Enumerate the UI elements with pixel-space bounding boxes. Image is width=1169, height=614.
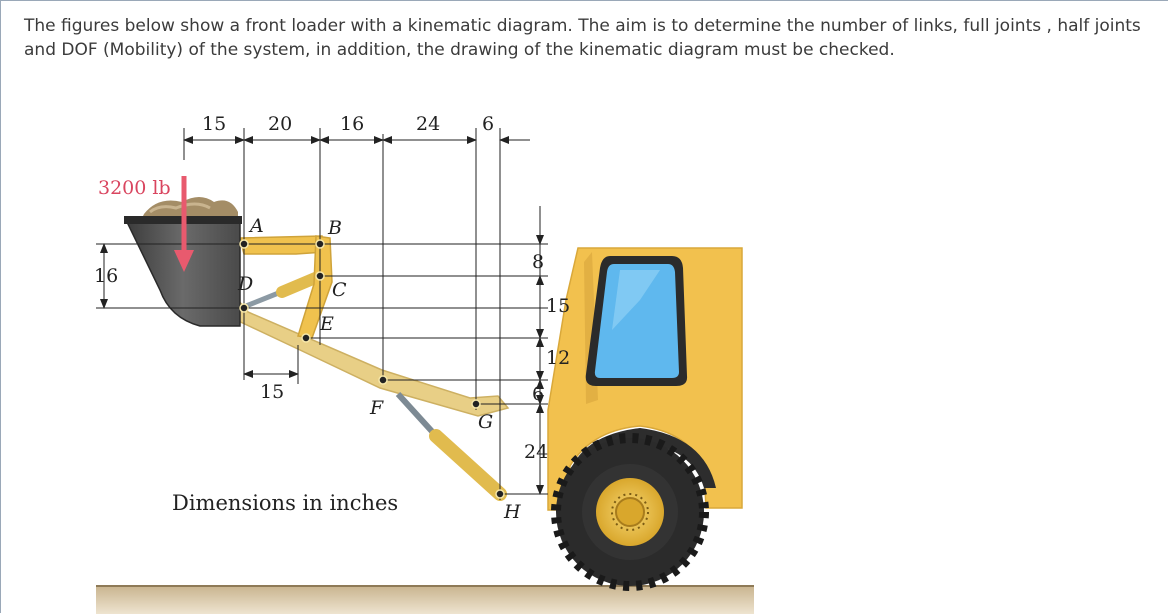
dim-right-15: 15 [546, 295, 571, 317]
dim-top-24: 24 [416, 113, 441, 135]
point-b-label: B [328, 217, 342, 239]
dim-lower-15: 15 [260, 381, 285, 403]
point-g-label: G [478, 411, 494, 433]
point-e-label: E [320, 313, 334, 335]
point-h-label: H [504, 501, 521, 523]
point-f-label: F [370, 397, 384, 419]
point-a-label: A [250, 215, 264, 237]
ground [96, 586, 754, 614]
dim-right-24: 24 [524, 441, 549, 463]
dim-right-8: 8 [532, 251, 545, 273]
dim-right-6: 6 [532, 383, 545, 405]
load-label: 3200 lb [98, 177, 171, 199]
dim-top-16: 16 [340, 113, 365, 135]
dim-right-12: 12 [546, 347, 571, 369]
dim-bucket-16: 16 [94, 265, 119, 287]
dim-top-6: 6 [482, 113, 495, 135]
question-text: The figures below show a front loader with a kinematic diagram. The aim is to determine the number of links, full joints , half joints and DOF (Mobility) of the system, in addition, the drawing of the kinematic diagram must be checked. [24, 16, 1141, 60]
link-a-b [240, 236, 324, 254]
point-d-label: D [238, 273, 254, 295]
dim-top-15: 15 [202, 113, 227, 135]
dim-top-20: 20 [268, 113, 293, 135]
point-c-label: C [332, 279, 347, 301]
figure-caption: Dimensions in inches [172, 491, 399, 515]
front-tire [556, 438, 704, 586]
